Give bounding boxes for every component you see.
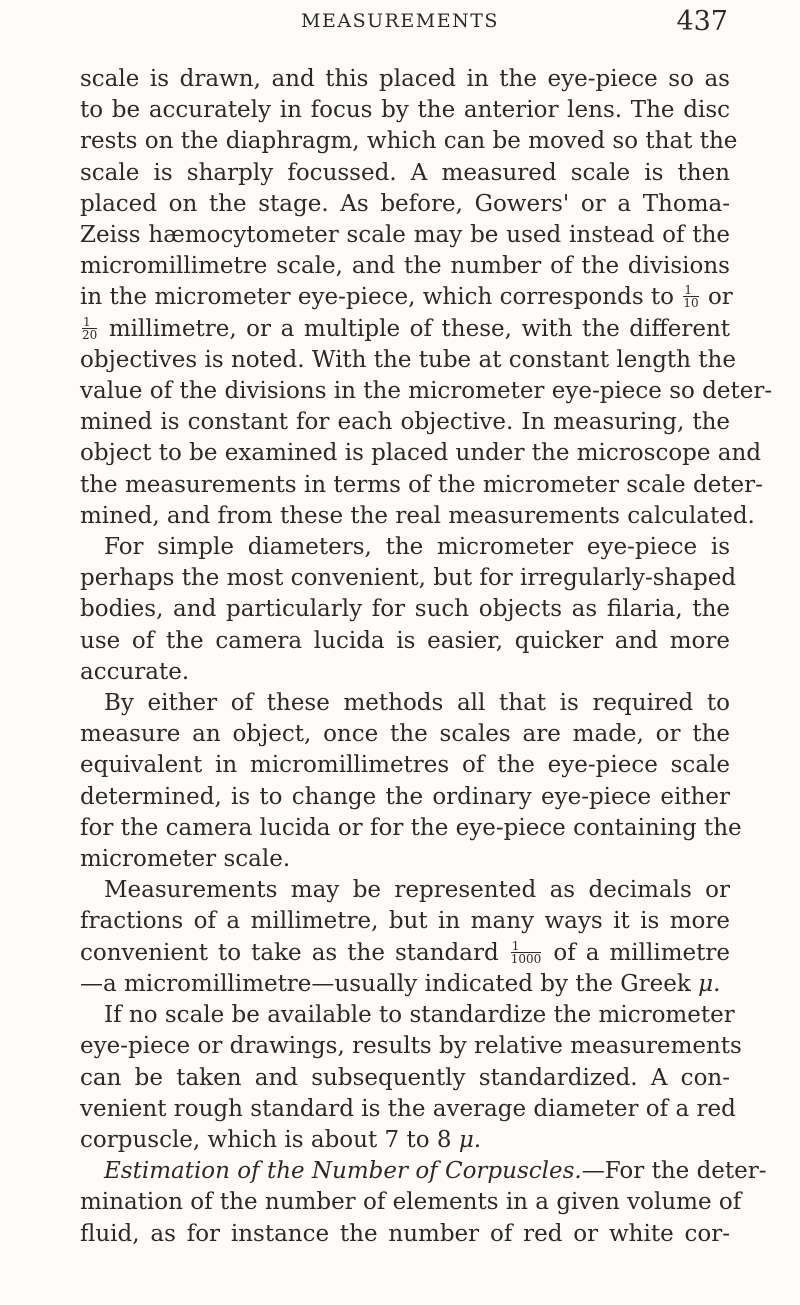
text-segment: in the micrometer eye-piece, which corresponds to bbox=[80, 284, 675, 311]
text-line: mination of the number of elements in a given volume of bbox=[80, 1189, 742, 1216]
text-line: objectives is noted. With the tube at constant length the bbox=[80, 346, 736, 373]
text-line: Measurements may be represented as decimals or bbox=[104, 877, 730, 904]
text-line: rests on the diaphragm, which can be moved so that the bbox=[80, 128, 738, 155]
text-segment: —For the deter- bbox=[581, 1158, 767, 1185]
text-line: object to be examined is placed under the microscope and bbox=[80, 440, 762, 467]
text-line: placed on the stage. As before, Gowers' or a Thoma- bbox=[80, 190, 730, 217]
text-line bbox=[80, 1125, 730, 1156]
fraction-denominator: 10 bbox=[683, 296, 699, 311]
fraction-numerator: 1 bbox=[511, 940, 542, 953]
text-line: scale is sharply focussed. A measured scale is then bbox=[80, 159, 730, 186]
text-segment: convenient to take as the standard bbox=[80, 939, 499, 966]
text-line: equivalent in micromillimetres of the eye-piece scale bbox=[80, 752, 730, 779]
text-segment: or bbox=[707, 284, 733, 311]
text-line: value of the divisions in the micrometer eye-piece so deter- bbox=[80, 378, 773, 405]
text-line: fractions of a millimetre, but in many ways it is more bbox=[80, 908, 730, 935]
text-line bbox=[80, 938, 730, 969]
text-segment: of a millimetre bbox=[553, 939, 731, 966]
text-line: micromillimetre scale, and the number of the divisions bbox=[80, 253, 730, 280]
running-title: MEASUREMENTS bbox=[301, 10, 499, 32]
text-line: bodies, and particularly for such objects as filaria, the bbox=[80, 596, 730, 623]
fraction-denominator: 20 bbox=[82, 327, 98, 342]
text-line: the measurements in terms of the micrometer scale deter- bbox=[80, 471, 763, 498]
text-line: micrometer scale. bbox=[80, 846, 291, 873]
text-line: By either of these methods all that is required to bbox=[104, 690, 730, 717]
text-line: scale is drawn, and this placed in the eye-piece so as bbox=[80, 66, 730, 92]
text-line bbox=[80, 1156, 767, 1187]
fraction bbox=[511, 940, 542, 965]
fraction bbox=[683, 284, 698, 309]
text-line: Zeiss hæmocytometer scale may be used instead of the bbox=[80, 222, 730, 249]
greek-mu: μ. bbox=[458, 1126, 482, 1153]
text-line: measure an object, once the scales are made, or the bbox=[80, 721, 730, 748]
text-line: can be taken and subsequently standardized. A con- bbox=[80, 1064, 730, 1091]
text-line: to be accurately in focus by the anterior lens. The disc bbox=[80, 97, 730, 124]
text-line: eye-piece or drawings, results by relative measurements bbox=[80, 1033, 742, 1060]
fraction-numerator: 1 bbox=[683, 284, 698, 297]
text-line: use of the camera lucida is easier, quicker and more bbox=[80, 627, 730, 654]
page-number: 437 bbox=[676, 6, 728, 37]
text-line: determined, is to change the ordinary eye-piece either bbox=[80, 783, 730, 810]
text-line bbox=[80, 314, 730, 345]
text-line: accurate. bbox=[80, 658, 190, 685]
greek-mu: μ. bbox=[698, 970, 721, 997]
text-segment: —a micromillimetre—usually indicated by the Greek bbox=[80, 970, 691, 997]
text-line bbox=[80, 282, 733, 313]
text-line: venient rough standard is the average diameter of a red bbox=[80, 1095, 736, 1122]
text-line: for the camera lucida or for the eye-piece containing the bbox=[80, 814, 742, 841]
fraction bbox=[82, 316, 97, 341]
text-line: perhaps the most convenient, but for irregularly-shaped bbox=[80, 565, 737, 592]
text-line: mined is constant for each objective. In measuring, the bbox=[80, 409, 730, 436]
text-line: For simple diameters, the micrometer eye-piece is bbox=[104, 534, 730, 561]
section-heading-italic: Estimation of the Number of Corpuscles. bbox=[104, 1158, 582, 1185]
text-line: mined, and from these the real measurements calculated. bbox=[80, 502, 755, 529]
page-header bbox=[0, 6, 800, 56]
text-segment: millimetre, or a multiple of these, with the different bbox=[108, 315, 730, 342]
fraction-denominator: 1000 bbox=[510, 951, 542, 966]
fraction-numerator: 1 bbox=[82, 316, 97, 329]
text-line bbox=[80, 969, 730, 1000]
body-text bbox=[80, 64, 773, 1250]
text-line: fluid, as for instance the number of red or white cor- bbox=[80, 1220, 730, 1247]
text-line: If no scale be available to standardize the micrometer bbox=[104, 1002, 735, 1029]
text-segment: corpuscle, which is about 7 to 8 bbox=[80, 1126, 452, 1153]
